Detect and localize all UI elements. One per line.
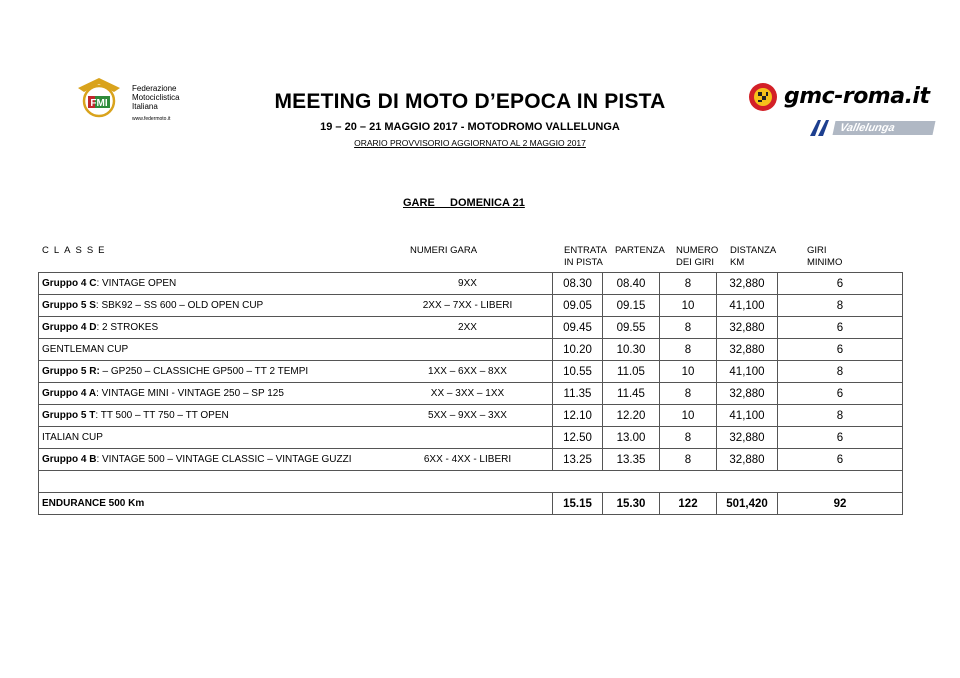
col-header-numero-giri: [676, 245, 719, 269]
class-description: : VINTAGE OPEN: [96, 278, 177, 289]
cell-classe: [39, 339, 393, 361]
cell-partenza: 11.45: [603, 383, 660, 405]
fmi-emblem-letters: FMI: [90, 98, 108, 109]
cell-numeri-gara: [393, 361, 553, 383]
cell-giri-minimo: 8: [778, 361, 903, 383]
cell-partenza: 11.05: [603, 361, 660, 383]
cell-numeri-gara: [393, 449, 553, 471]
class-description: GENTLEMAN CUP: [42, 344, 129, 355]
table-row: [39, 273, 903, 295]
cell-numeri-gara: [393, 295, 553, 317]
section-title: GARE DOMENICA 21: [403, 197, 525, 209]
col-header-giri-line-2: MINIMO: [807, 257, 843, 268]
cell-giri-minimo: 6: [778, 339, 903, 361]
cell-numeri-gara: [393, 383, 553, 405]
cell-distanza: 32,880: [717, 339, 778, 361]
class-description: – GP250 – CLASSICHE GP500 – TT 2 TEMPI: [99, 366, 309, 377]
fmi-name-line-3: Italiana: [132, 102, 158, 111]
gmc-roma-wordmark: gmc-roma.it: [784, 84, 930, 109]
group-name: Gruppo 4 C: [42, 278, 97, 289]
cell-partenza: 08.40: [603, 273, 660, 295]
event-dates: 19 – 20 – 21 MAGGIO 2017 - MOTODROMO VALLELUNGA: [320, 121, 620, 133]
cell-entrata: 12.10: [553, 405, 603, 427]
cell-entrata: 10.20: [553, 339, 603, 361]
col-header-entrata-line-2: IN PISTA: [564, 257, 603, 268]
cell-distanza: 32,880: [717, 383, 778, 405]
group-name: Gruppo 5 S: [42, 300, 96, 311]
cell-distanza: 41,100: [717, 295, 778, 317]
cell-numero-giri: 10: [660, 405, 717, 427]
group-name: Gruppo 4 B: [42, 454, 97, 465]
cell-giri-minimo: 8: [778, 295, 903, 317]
cell-partenza: 13.35: [603, 449, 660, 471]
cell-giri-minimo: 6: [778, 383, 903, 405]
race-numbers: 2XX – 7XX - LIBERI: [422, 300, 513, 311]
cell-distanza: 32,880: [717, 273, 778, 295]
race-numbers: 5XX – 9XX – 3XX: [428, 410, 507, 421]
group-name: Gruppo 5 T: [42, 410, 96, 421]
cell-numero-giri: 8: [660, 449, 717, 471]
cell-entrata: 10.55: [553, 361, 603, 383]
cell-numero-giri: 10: [660, 295, 717, 317]
col-header-partenza: PARTENZA: [615, 245, 665, 256]
cell-giri-minimo: 6: [778, 273, 903, 295]
cell-numeri-gara: [393, 317, 553, 339]
group-name: Gruppo 5 R:: [42, 366, 100, 377]
gmc-badge-icon: [748, 82, 778, 112]
class-description: : 2 STROKES: [96, 322, 159, 333]
table-row: [39, 405, 903, 427]
cell-numero-giri: 8: [660, 383, 717, 405]
cell-giri-minimo: 8: [778, 405, 903, 427]
cell-classe: [39, 449, 393, 471]
cell-distanza: 501,420: [717, 493, 778, 515]
col-header-giri-minimo: [807, 245, 857, 269]
cell-numero-giri: 8: [660, 273, 717, 295]
cell-partenza: 10.30: [603, 339, 660, 361]
col-header-distanza-line-1: DISTANZA: [730, 245, 777, 256]
race-numbers: 9XX: [458, 278, 477, 289]
cell-numero-giri: 8: [660, 427, 717, 449]
cell-giri-minimo: 6: [778, 317, 903, 339]
col-header-numeri-gara: NUMERI GARA: [410, 245, 478, 256]
cell-entrata: 11.35: [553, 383, 603, 405]
schedule-note: ORARIO PROVVISORIO AGGIORNATO AL 2 MAGGIO 2017: [354, 138, 586, 148]
class-description: : TT 500 – TT 750 – TT OPEN: [95, 410, 229, 421]
cell-partenza: 12.20: [603, 405, 660, 427]
cell-giri-minimo: 6: [778, 427, 903, 449]
cell-distanza: 32,880: [717, 317, 778, 339]
cell-numero-giri: 10: [660, 361, 717, 383]
race-numbers: XX – 3XX – 1XX: [430, 388, 505, 399]
table-row: [39, 449, 903, 471]
cell-numeri-gara: [393, 427, 553, 449]
cell-distanza: 41,100: [717, 405, 778, 427]
class-description: ITALIAN CUP: [42, 432, 103, 443]
cell-giri-minimo: 92: [778, 493, 903, 515]
group-name: Gruppo 4 A: [42, 388, 97, 399]
cell-numeri-gara: [393, 339, 553, 361]
gmc-roma-logo: [748, 82, 938, 114]
cell-partenza: 15.30: [603, 493, 660, 515]
col-header-entrata-line-1: ENTRATA: [564, 245, 607, 256]
page-title: MEETING DI MOTO D’EPOCA IN PISTA: [274, 90, 666, 113]
cell-classe: [39, 427, 393, 449]
table-row: [39, 339, 903, 361]
cell-numero-giri: 8: [660, 339, 717, 361]
vallelunga-wordmark: Vallelunga: [833, 121, 936, 135]
table-row: [39, 317, 903, 339]
cell-classe: [39, 383, 393, 405]
race-numbers: 1XX – 6XX – 8XX: [428, 366, 507, 377]
cell-classe: [39, 273, 393, 295]
cell-partenza: 13.00: [603, 427, 660, 449]
cell-entrata: 12.50: [553, 427, 603, 449]
col-header-entrata: [564, 245, 607, 269]
col-header-numero-line-2: DEI GIRI: [676, 257, 715, 268]
cell-entrata: 08.30: [553, 273, 603, 295]
cell-giri-minimo: 6: [778, 449, 903, 471]
cell-distanza: 32,880: [717, 427, 778, 449]
cell-partenza: 09.15: [603, 295, 660, 317]
class-description: : VINTAGE MINI - VINTAGE 250 – SP 125: [96, 388, 284, 399]
col-header-numero-line-1: NUMERO: [676, 245, 719, 256]
table-row: [39, 361, 903, 383]
class-description: : VINTAGE 500 – VINTAGE CLASSIC – VINTAGE GUZZI: [96, 454, 352, 465]
cell-classe: [39, 405, 393, 427]
table-row-endurance: [39, 493, 903, 515]
col-header-distanza-line-2: KM: [730, 257, 745, 268]
col-header-classe: CLASSE: [42, 245, 110, 256]
table-row: [39, 295, 903, 317]
fmi-name-line-1: Federazione: [132, 84, 177, 93]
cell-distanza: 32,880: [717, 449, 778, 471]
cell-classe: [39, 361, 393, 383]
cell-numero-giri: 8: [660, 317, 717, 339]
vallelunga-logo: [808, 118, 938, 140]
cell-numeri-gara: [393, 273, 553, 295]
cell-classe: ENDURANCE 500 Km: [39, 493, 553, 515]
cell-entrata: 13.25: [553, 449, 603, 471]
cell-numeri-gara: [393, 405, 553, 427]
col-header-giri-line-1: GIRI: [807, 245, 827, 256]
table-row-empty: [39, 471, 903, 493]
class-description: : SBK92 – SS 600 – OLD OPEN CUP: [95, 300, 264, 311]
group-name: Gruppo 4 D: [42, 322, 97, 333]
race-schedule-table: [38, 272, 903, 515]
cell-distanza: 41,100: [717, 361, 778, 383]
fmi-url: www.federmoto.it: [132, 116, 171, 122]
cell-numero-giri: 122: [660, 493, 717, 515]
cell-classe: [39, 317, 393, 339]
cell-classe: [39, 295, 393, 317]
race-numbers: 2XX: [458, 322, 477, 333]
empty-cell: [39, 471, 903, 493]
cell-entrata: 15.15: [553, 493, 603, 515]
race-numbers: 6XX - 4XX - LIBERI: [423, 454, 512, 465]
table-row: [39, 383, 903, 405]
col-header-distanza: [730, 245, 780, 269]
vallelunga-mark-icon: [808, 118, 834, 138]
table-row: [39, 427, 903, 449]
fmi-name-line-2: Motociclistica: [132, 93, 180, 102]
cell-partenza: 09.55: [603, 317, 660, 339]
cell-entrata: 09.45: [553, 317, 603, 339]
cell-entrata: 09.05: [553, 295, 603, 317]
